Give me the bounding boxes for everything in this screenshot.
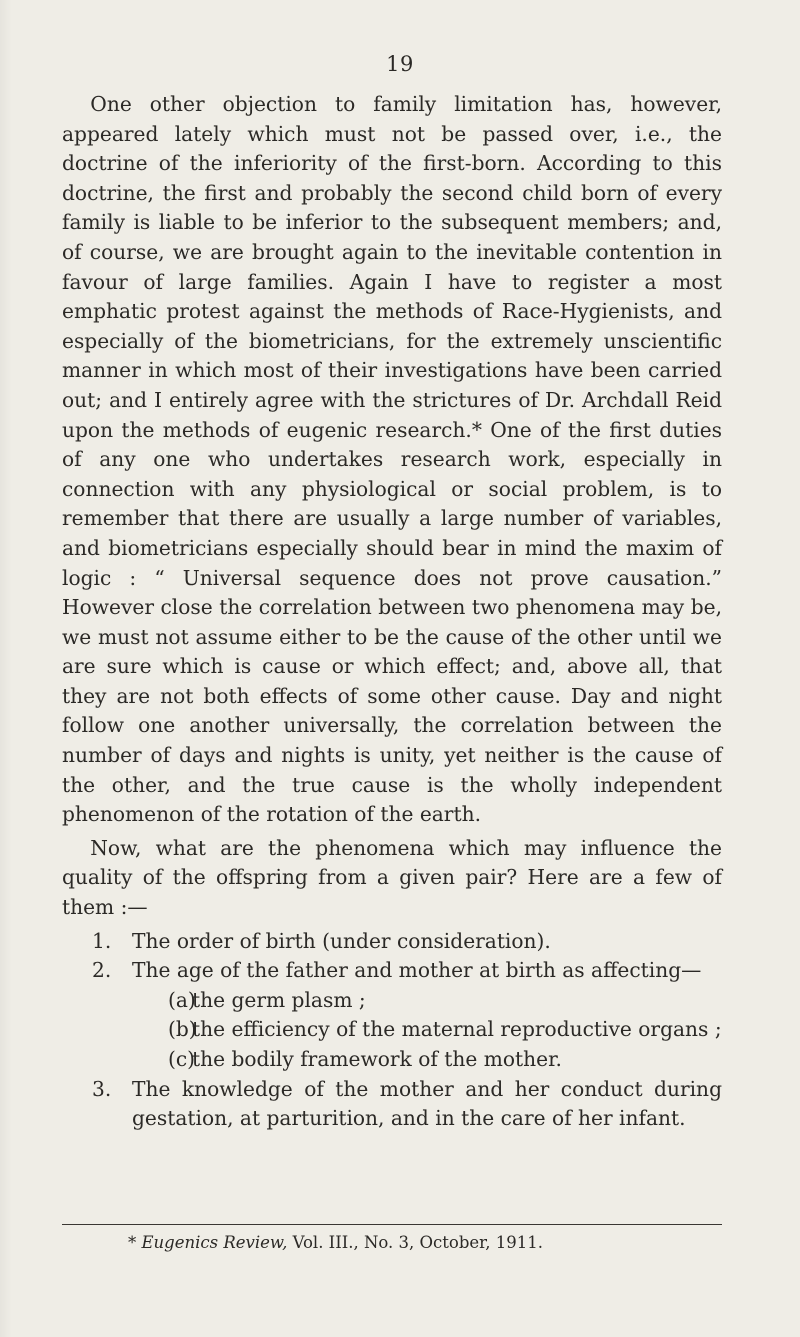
sub-item-text: the bodily framework of the mother.	[192, 1047, 562, 1071]
sub-list	[132, 986, 722, 1075]
phenomena-list	[62, 927, 722, 1134]
list-item	[62, 956, 722, 1074]
footnote-divider	[62, 1224, 722, 1225]
paragraph-2: Now, what are the phenomena which may influence the quality of the offspring from a given pair? Here are a few of them :—	[62, 835, 722, 920]
list-item-number: 1.	[92, 928, 112, 953]
sub-list-item	[132, 986, 722, 1016]
list-item-text: The age of the father and mother at birth as affecting—	[132, 958, 702, 983]
footnote-marker: *	[128, 1233, 137, 1252]
list-item-number: 2.	[92, 958, 112, 983]
list-item	[62, 927, 722, 957]
sub-item-letter: (a)	[168, 987, 196, 1012]
footnote-details: Vol. III., No. 3, October, 1911.	[292, 1233, 543, 1252]
footnote-source: Eugenics Review,	[141, 1233, 288, 1252]
paragraph-1: One other objection to family limitation has, however, appeared lately which must not be passed over, i.e., the doctrine of the inferiority of the first-born. According to this doctrine, the first and probably the second child born of every family is liable to be inferior to the subsequent members; and, of course, we are brought again to the inevitable contention in favour of large families. Again I have to register a most emphatic protest against the methods of Race-Hygienists, and especially of the biometricians, for the extremely unscientific manner in which most of their investigations have been carried out; and I entirely agree with the strictures of Dr. Archdall Reid upon the methods of eugenic research.* One of the first duties of any one who undertakes research work, especially in connection with any physiological or social problem, is to remember that there are usually a large number of variables, and biometricians especially should bear in mind the maxim of logic : “ Universal sequence does not prove causation.” However close the correlation between two phenomena may be, we must not assume either to be the cause of the other until we are sure which is cause or which effect; and, above all, that they are not both effects of some other cause. Day and night follow one another universally, the correlation between the number of days and nights is unity, yet neither is the cause of the other, and the true cause is the wholly independent phenomenon of the rotation of the earth.	[62, 92, 722, 827]
list-item-text: The order of birth (under consideration).	[132, 928, 551, 953]
list-item-number: 3.	[92, 1076, 112, 1101]
page-edge-shadow	[0, 0, 12, 1337]
sub-item-text: the efficiency of the maternal reproductive organs ;	[192, 1017, 722, 1042]
sub-item-letter: (c)	[168, 1047, 196, 1071]
footnote	[128, 1232, 748, 1254]
sub-list-item	[132, 1015, 722, 1045]
body-text	[62, 90, 722, 1134]
sub-list-item	[132, 1045, 722, 1075]
page-number: 19	[386, 52, 414, 76]
sub-item-text: the germ plasm ;	[192, 987, 366, 1012]
list-item	[62, 1075, 722, 1134]
sub-item-letter: (b)	[168, 1017, 197, 1042]
list-item-text: The knowledge of the mother and her conduct during gestation, at parturition, and in the care of her infant.	[132, 1076, 722, 1131]
